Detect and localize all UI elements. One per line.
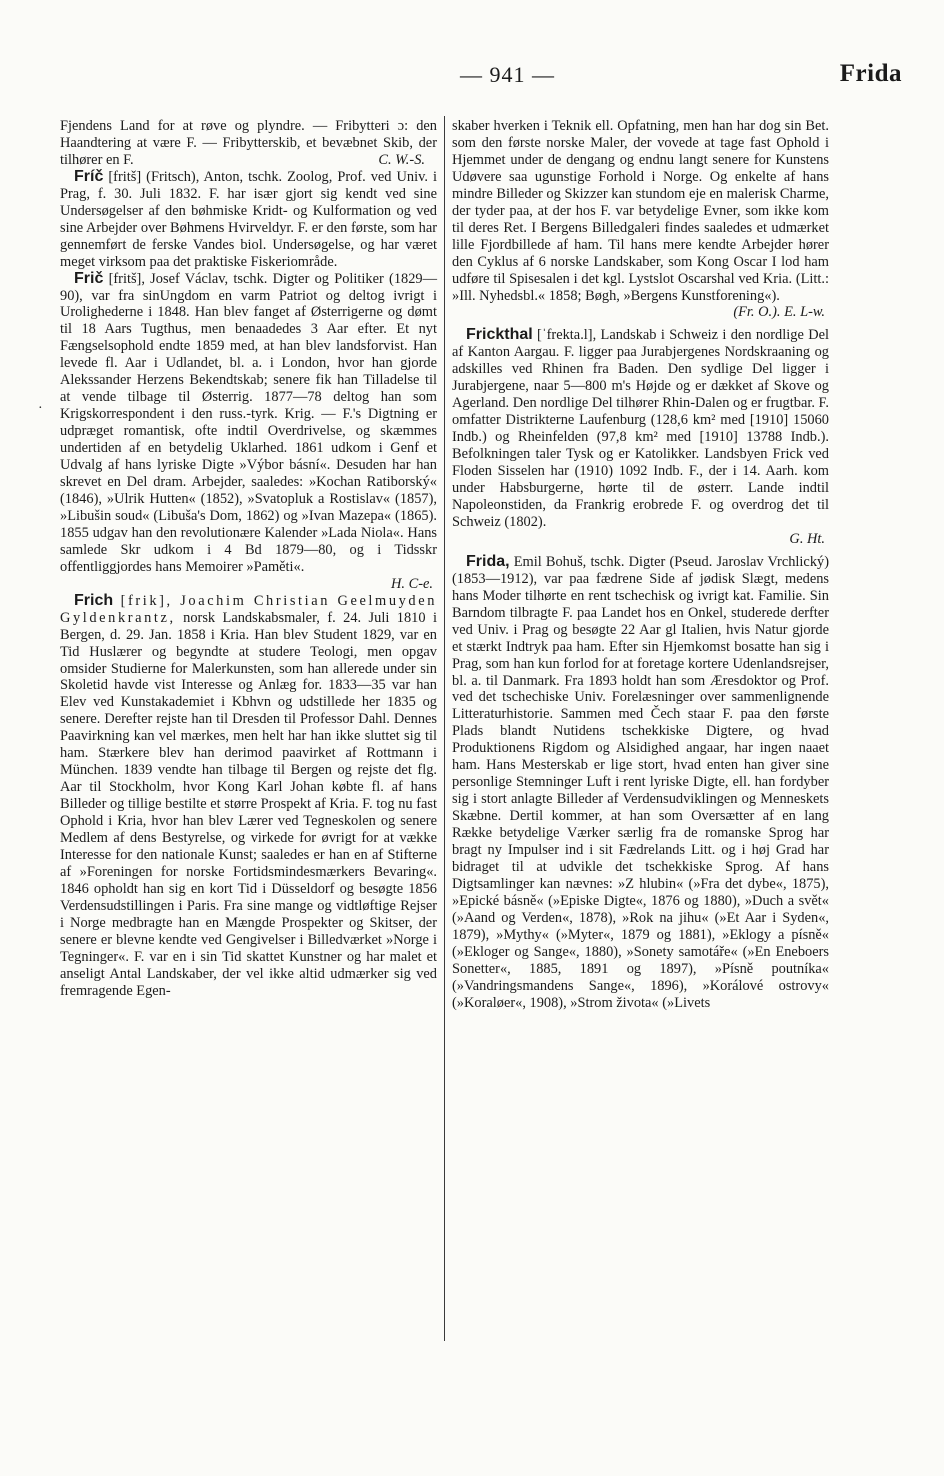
author-signature: H. C-e. [391,575,433,592]
entry-headword: Frich [74,591,114,609]
entry-fric-josef [60,271,437,576]
right-column [452,118,829,1012]
author-signature: (Fr. O.). E. L-w. [733,304,825,321]
running-head: Frida [839,60,902,87]
entry-body: Fjendens Land for at røve og plyndre. — Fribytteri ɔ: den Haandtering at være F. — Fribytterskib, et bevæbnet Skib, der tilhører en F. [60,118,437,168]
entry-body: [fritš], Josef Václav, tschk. Digter og Politiker (1829—90), var fra sinUngdom en varm Patriot og deltog ivrigt i Urolighederne i 1848. Han blev fanget af Østerrigerne og dømt til 18 Aars Tugthus, men benaadedes 3 Aar efter. Et nyt Fængselsophold endte 1859 med, at han blev landsforvist. Han levede fl. Aar i Udlandet, bl. a. i London, hvor han gjorde Alekssander Herzens Bekendtskab; senere fik han Tilladelse til at vende tilbage til Østerrig. 1877—78 deltog han som Krigskorrespondent i den russ.-tyrk. Krig. — F.'s Digtning er udpræget romantisk, ofte indtil Overdrivelse, og skæmmes undertiden af en betydelig Uklarhed. 1861 udkom i Genf et Udvalg af hans lyriske Digte »Výbor básní«. Desuden har han skrevet en Del dram. Arbejder, saaledes: »Kochan Ratiborský« (1846), »Ulrik Hutten« (1852), »Svatopluk a Rostislav« (1857), »Libušin soud« (Libuša's Dom, 1862) og »Ivan Mazepa« (1865). 1855 udgav han den revolutionære Kalender »Lada Niola«. Hans samlede Skr udkom i 4 Bd 1879—80, og i Tidsskr offentliggjordes hans Memoirer »Paměti«. [60,270,437,575]
entry-continuation [60,118,437,169]
entry-frida [452,554,829,1012]
entry-headword: Frida, [466,552,510,570]
entry-body: [ˈfrekta.l], Landskab i Schweiz i den nordlige Del af Kanton Aargau. F. ligger paa Jurabjergenes Nordskraaning og adskilles ved Rhinen fra Baden. Den sydlige Del ligger i Jurabjergene, naar 5—800 m's Højde og er dækket af Skove og Agerland. Den nordlige Del tilhører Rhin-Dalen og er frugtbar. F. omfatter Distrikterne Laufenburg (128,6 km² med [1910] 15060 Indb.) og Rheinfelden (97,8 km² med [1910] 13788 Indb.). Befolkningen taler Tysk og er Katolikker. Landsbyen Frick ved Floden Sisselen har (1910) 1092 Indb. F., der i 14. Aarh. kom under Habsburgerne, hørte til de østerr. Lande indtil Napoleonstiden, da Frankrig erobrede F. og overdrog det til Schweiz (1802). [452,327,829,530]
entry-continuation [452,118,829,304]
page-header [60,58,902,98]
entry-fric-anton [60,169,437,271]
entry-fullname: [frik], Joachim Christian Geelmuyden Gyldenkrantz, [60,592,437,626]
entry-body: skaber hverken i Teknik ell. Opfatning, men han har dog sin Bet. som den første norske Maler, der vovede at tage fast Ophold i Hjemmet under de dengang og endnu langt senere for Kunstens Udøvere saa ugunstige Forhold i Norge. Og enkelte af hans mindre Billeder og Skizzer kan stundom eje en malerisk Charme, der tyder paa, at der hos F. var betydelige Evner, som ikke kom til deres Ret. I Bergens Billedgaleri findes saaledes et udmærket lille Fjordbillede af ham. Til hans mere kendte Arbejder hører den Cyklus af 6 norske Landskaber, som Kong Oscar I lod ham udføre til Spisesalen i det kgl. Lystslot Oscarshal ved Kria. (Litt.: »Ill. Nyhedsbl.« 1858; Bøgh, »Bergens Kunstforening«). [452,118,829,304]
author-signature: C. W.-S. [378,151,425,168]
author-signature: G. Ht. [789,530,825,547]
margin-mark: · [38,401,43,416]
entry-body: Emil Bohuš, tschk. Digter (Pseud. Jaroslav Vrchlický) (1853—1912), var paa fædrene Side af jødisk Slægt, medens hans Moder tilhørte en rent tschechisk og ivrigt kat. Familie. Sin Barndom tilbragte F. paa Landet hos en Onkel, studerede derfter ved Univ. i Prag og besøgte 22 Aar gl Italien, hvis Natur gjorde et stærkt Indtryk paa ham. Efter sin Hjemkomst bosatte han sig i Prag, som han kun forlod for at foretage kortere Udenlandsrejser, bl. a. til Danmark. Fra 1893 holdt han som Æresdoktor og Prof. ved det tschechiske Univ. Forelæsninger over sammenlignende Litteraturhistorie. Sammen med Čech staar F. paa den første Plads blandt Nutidens tschekkiske Digtere, og hvad Produktionens Rigdom og Alsidighed angaar, har ingen naaet ham. Hans Mesterskab er lige stort, hvad enten han giver sine personlige Stemninger Luft i rent lyriske Digte, ell. han fordyber sig i stort anlagte Billeder af Verdensudviklingen og Menneskets Skæbne. Dertil kommer, at han som Oversætter af en lang Række betydelige Værker særlig fra de romanske Sprog har bragt ny Impulser ind i sit Fædrelands Litt. og i høj Grad har bidraget til at udvikle det tschekkiske Sprog. Af hans Digtsamlinger kan nævnes: »Z hlubin« (»Fra det dybe«, 1875), »Epické básně« (»Episke Digte«, 1876 og 1880), »Duch a svět« (»Aand og Verden«, 1878), »Rok na jihu« (»Et Aar i Syden«, 1879), »Mythy« (»Myter«, 1879 og 1881), »Eklogy a písně« (»Ekloger og Sange«, 1880), »Sonety samotáře« (»En Eneboers Sonetter«, 1885, 1891 og 1897), »Písně poutníka« (»Vandringsmandens Sange«, 1896), »Korálové ostrovy« (»Koraløer«, 1908), »Strom života« (»Livets [452,553,829,1011]
entry-headword: Frič [74,269,104,287]
left-column [60,118,437,1000]
entry-frickthal [452,327,829,530]
entry-frich [60,593,437,1000]
column-divider [444,116,445,1341]
page-number: — 941 — [460,62,555,87]
entry-body: [fritš] (Fritsch), Anton, tschk. Zoolog, Prof. ved Univ. i Prag, f. 30. Juli 1832. F. har især gjort sig kendt ved sine Undersøgelser af den bøhmiske Kridt- og Kulformation og ved sine Arbejder over Bøhmens Hvirveldyr. F. er den første, som har gennemført de ferske Vandes biol. Undersøgelse, og har været meget virksom paa det praktiske Fiskeriområde. [60,168,437,270]
entry-headword: Fríč [74,167,104,185]
entry-body: norsk Landskabsmaler, f. 24. Juli 1810 i Bergen, d. 29. Jan. 1858 i Kria. Han blev Student 1829, var en Tid Huslærer og begyndte at studere Teologi, men opgav omsider Studierne for Malerkunsten, som han allerede under sin Skoletid havde vist Interesse og Anlæg for. 1833—35 var han Elev ved Kunstakademiet i Kbhvn og udstillede her 1835 og senere. Derefter rejste han til Dresden til Professor Dahl. Dennes Paavirkning kan vel mærkes, men helt har han ikke sluttet sig til ham. Stærkere blev han derimod paavirket af Rottmann i München. 1839 vendte han tilbage til Bergen og rejste det flg. Aar til Stockholm, hvor Kong Karl Johan købte fl. af hans Billeder og tillige bestilte et større Prospekt af Kria. F. tog nu fast Ophold i Kria, hvor han blev Lærer ved Tegneskolen og senere Medlem af dens Bestyrelse, og virkede for øvrigt for at vække Interesse for den nationale Kunst; saaledes er han en af Stifterne af »Foreningen for norske Fortidsmindesmærkers Bevaring«. 1846 opholdt han sig en kort Tid i Düsseldorf og besøgte 1856 Verdensudstillingen i Paris. Fra sine mange og vidtløftige Rejser i Norge medbragte han en Mængde Prospekter og Skitser, der senere er blevne kendte ved Gengivelser i Billedværket »Norge i Tegninger«. F. var en i sin Tid skattet Kunstner og har malet et anseligt Antal Landskaber, der vel ikke altid udmærker sig ved fremragende Egen- [60,609,437,999]
entry-headword: Frickthal [466,326,533,344]
